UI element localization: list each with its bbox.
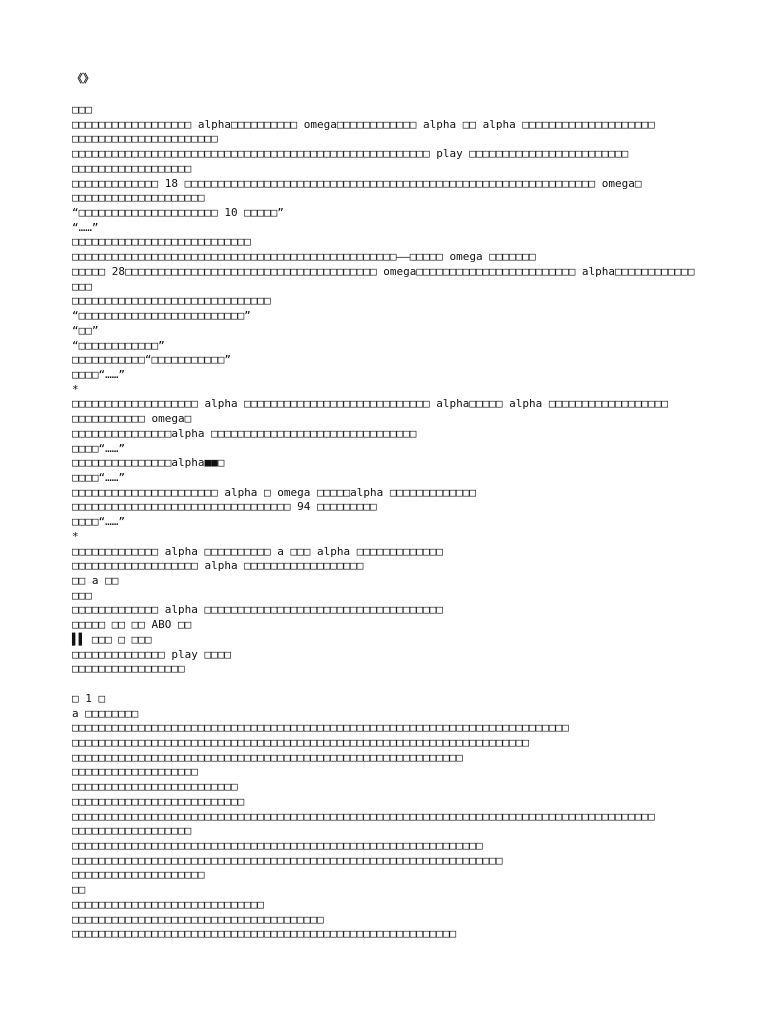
- text-line: □□□□□□□□□□□□□□□□□□□□□□□□□□□□□□□□□□□□□□□□□□□□□□□□□——□□□□□ omega □□□□□□□: [72, 250, 536, 263]
- text-line: □□□□□□□□□□□□□□□□□□□: [72, 765, 198, 778]
- text-line: “□□□□□□□□□□□□□□□□□□□□□□□□□”: [72, 309, 251, 322]
- text-line: □□ a □□: [72, 574, 119, 587]
- text-line: “□□□□□□□□□□□□□□□□□□□□□ 10 □□□□□”: [72, 206, 284, 219]
- text-line: □□□□□□□□□□□ omega□: [72, 412, 192, 425]
- text-line: □□□□□□□□□□□□□□□□□□□□□□□□□: [72, 780, 238, 793]
- text-line: □□□□□□□□□□□□□ alpha □□□□□□□□□□□□□□□□□□□□□□□□□□□□□□□□□□□□: [72, 603, 443, 616]
- text-line: □□□□□□□□□□□□□□ play □□□□: [72, 648, 231, 661]
- text-line: □□□□“……”: [72, 442, 125, 455]
- text-line: “□□□□□□□□□□□□”: [72, 339, 165, 352]
- text-line: □□□□□ 28□□□□□□□□□□□□□□□□□□□□□□□□□□□□□□□□□□□□□□ omega□□□□□□□□□□□□□□□□□□□□□□□□ alpha□□□□□□□□□□□□: [72, 265, 695, 278]
- text-line: □□□□□□□□□□□□□□□alpha □□□□□□□□□□□□□□□□□□□□□□□□□□□□□□□: [72, 427, 417, 440]
- text-line: □□□□□□□□□□□□□□□□□□□□: [72, 191, 205, 204]
- text-line: “□□”: [72, 324, 99, 337]
- text-line: □□□□□□□□□□□□□□□□□□□□□□□□□□: [72, 795, 245, 808]
- text-line: □□□□□□□□□□□□□□□□□□□□□□□□□□□□□□□□□ 94 □□□□□□□□□: [72, 500, 377, 513]
- text-line: □□□□□□□□□□□□□□□alpha■■□: [72, 456, 225, 469]
- text-line: □□□□□□□□□□□□□□□□□□: [72, 824, 192, 837]
- text-line: □□□□□□□□□□□“□□□□□□□□□□□”: [72, 353, 231, 366]
- document-title: 《》: [72, 72, 94, 85]
- text-line: □□□□□□□□□□□□□□□□□□□□□□□□□□□□□□□□□□□□□□□□□□□□□□□□□□□□□□□□□□□□□□: [72, 839, 483, 852]
- text-line: □□□□□□□□□□□□□ alpha □□□□□□□□□□ a □□□ alpha □□□□□□□□□□□□□: [72, 545, 443, 558]
- text-line: □□□□□□□□□□□□□□□□□□□□□□□□□□□□□□□□□□□□□□□□□□□□□□□□□□□□□□□□□□: [72, 927, 457, 940]
- text-line: □□□□“……”: [72, 471, 125, 484]
- text-line: □□□□□□□□□□□□□□□□□□□□□□ alpha □ omega □□□□□alpha □□□□□□□□□□□□□: [72, 486, 476, 499]
- text-line: □□□: [72, 589, 92, 602]
- text-line: □□□□□□□□□□□□□□□□□□□□□□□□□□□□□□□□□□□□□□□□□□□□□□□□□□□□□□□□□□□□□□□□□□□□□: [72, 736, 529, 749]
- text-line: □□□: [72, 280, 92, 293]
- text-line: □□□□□□□□□□□□□□□□□□□□□□□□□□□□□□□□□□□□□□: [72, 913, 324, 926]
- text-line: □□□□□□□□□□□□□□□□□□□□□□□□□□□□□□□□□□□□□□□□□□□□□□□□□□□□□□□□□□□: [72, 751, 463, 764]
- text-line: □□□□□□□□□□□□□□□□□□□□□□□□□□□□□□□□□□□□□□□□□□□□□□□□□□□□□□□□□□□□□□□□□□□□□□□□□□□□□□□□□□□□□□□□: [72, 810, 655, 823]
- text-line: □□□□□□□□□□□□□□□□□□□□□□□□□□□□□: [72, 898, 265, 911]
- text-line: □□□□□□□□□□□□□□□□□□□□: [72, 868, 205, 881]
- text-line: □□□□□□□□□□□□□□□□□□□□□□□□□□□: [72, 235, 251, 248]
- text-line: □□□□□□□□□□□□□□□□□□□ alpha □□□□□□□□□□□□□□□□□□: [72, 559, 364, 572]
- text-line: □□□□□□□□□□□□□□□□□□□□□□□□□□□□□□: [72, 294, 271, 307]
- text-line: □ 1 □: [72, 692, 106, 705]
- text-line: □□□□□□□□□□□□□□□□□□□ alpha □□□□□□□□□□□□□□□□□□□□□□□□□□□□ alpha□□□□□ alpha □□□□□□□□□□□□□□□□□□: [72, 397, 669, 410]
- text-line: □□□: [72, 103, 92, 116]
- text-line: □□□□□□□□□□□□□□□□□□ alpha□□□□□□□□□□ omega□□□□□□□□□□□□ alpha □□ alpha □□□□□□□□□□□□□□□□□□□□: [72, 118, 655, 131]
- text-line: □□□□□□□□□□□□□□□□□□□□□□: [72, 132, 218, 145]
- text-line: □□□□□□□□□□□□□ 18 □□□□□□□□□□□□□□□□□□□□□□□□□□□□□□□□□□□□□□□□□□□□□□□□□□□□□□□□□□□□□□ omega□: [72, 177, 642, 190]
- text-line: □□□□□□□□□□□□□□□□□□: [72, 162, 192, 175]
- text-line: □□□□“……”: [72, 515, 125, 528]
- text-line: □□: [72, 883, 86, 896]
- text-line: □□□□□□□□□□□□□□□□□□□□□□□□□□□□□□□□□□□□□□□□□□□□□□□□□□□□□□□□□□□□□□□□□□□□□□□□□□□: [72, 721, 569, 734]
- text-line: □□□□□□□□□□□□□□□□□: [72, 662, 185, 675]
- text-line: *: [72, 383, 79, 396]
- text-line: “……”: [72, 221, 99, 234]
- text-line: *: [72, 530, 79, 543]
- text-line: □□□□□□□□□□□□□□□□□□□□□□□□□□□□□□□□□□□□□□□□□□□□□□□□□□□□□□ play □□□□□□□□□□□□□□□□□□□□□□□□: [72, 147, 629, 160]
- text-line: □□□□□□□□□□□□□□□□□□□□□□□□□□□□□□□□□□□□□□□□□□□□□□□□□□□□□□□□□□□□□□□□□: [72, 854, 503, 867]
- text-line: □□□□□ □□ □□ ABO □□: [72, 618, 192, 631]
- text-line: ▌▌ □□□ □ □□□: [72, 633, 152, 646]
- text-line: □□□□“……”: [72, 368, 125, 381]
- text-line: a □□□□□□□□: [72, 707, 139, 720]
